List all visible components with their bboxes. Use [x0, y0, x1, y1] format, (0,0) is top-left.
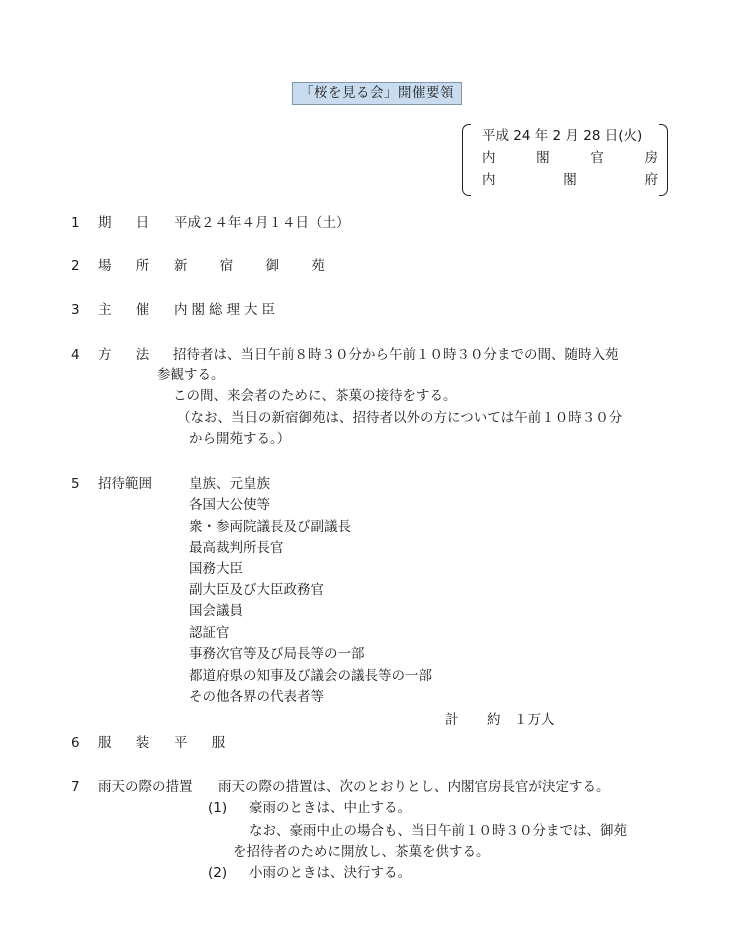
invitee-item: 各国大公使等 — [189, 497, 270, 513]
right-bracket — [659, 124, 668, 196]
invitee-item: 認証官 — [189, 625, 230, 641]
invitee-item: 国務大臣 — [189, 561, 243, 577]
total-value: 約 １万人 — [487, 712, 555, 728]
issuer-char: 府 — [644, 172, 658, 188]
subitem-1-number: (1) — [208, 800, 228, 816]
document-title: 「桜を見る会」開催要領 — [292, 82, 462, 105]
section-2-number: 2 — [71, 258, 80, 274]
section-3-value: 内閣総理大臣 — [174, 302, 279, 318]
section-7-label: 雨天の際の措置 — [98, 779, 193, 795]
section-3-label: 主 催 — [98, 302, 160, 318]
section-5-label: 招待範囲 — [98, 476, 152, 492]
issuer-char: 官 — [590, 150, 604, 166]
section-7-line-1: 雨天の際の措置は、次のとおりとし、内閣官房長官が決定する。 — [218, 779, 610, 795]
section-4-line-2: 参観する。 — [157, 367, 225, 383]
section-6-number: 6 — [71, 735, 80, 751]
issuer-block — [462, 124, 668, 194]
section-5-number: 5 — [71, 476, 80, 492]
invitee-item: その他各界の代表者等 — [189, 689, 324, 705]
section-1-number: 1 — [71, 215, 80, 231]
invitee-item: 都道府県の知事及び議会の議長等の一部 — [189, 668, 432, 684]
section-7-number: 7 — [71, 779, 80, 795]
issuer-cabinet-secretariat — [482, 148, 658, 168]
section-6-value: 平 服 — [174, 735, 236, 751]
invitee-item: 副大臣及び大臣政務官 — [189, 582, 324, 598]
section-4-line-5: から開苑する。） — [189, 431, 291, 447]
section-4-label: 方 法 — [98, 347, 160, 363]
issuer-cabinet-office — [482, 170, 658, 190]
section-1-label: 期 日 — [98, 215, 160, 231]
total-label: 計 — [445, 712, 459, 728]
subitem-1-note-1: なお、豪雨中止の場合も、当日午前１０時３０分までは、御苑 — [249, 823, 627, 839]
issuer-char: 房 — [644, 150, 658, 166]
issuer-char: 閣 — [536, 150, 550, 166]
section-1-value: 平成２４年４月１４日（土） — [174, 215, 350, 231]
left-bracket — [462, 124, 471, 196]
issuer-char: 内 — [482, 172, 496, 188]
section-2-label: 場 所 — [98, 258, 160, 274]
issuer-char: 内 — [482, 150, 496, 166]
issuer-char: 閣 — [563, 172, 577, 188]
subitem-2-text: 小雨のときは、決行する。 — [249, 865, 411, 881]
issue-date: 平成 24 年 2 月 28 日(火) — [482, 128, 643, 144]
section-4-line-3: この間、来会者のために、茶菓の接待をする。 — [173, 388, 457, 404]
invitee-item: 皇族、元皇族 — [189, 476, 270, 492]
subitem-2-number: (2) — [208, 865, 228, 881]
invitee-item: 国会議員 — [189, 603, 243, 619]
section-4-line-1: 招待者は、当日午前８時３０分から午前１０時３０分までの間、随時入苑 — [173, 347, 619, 363]
invitee-item: 衆・参両院議長及び副議長 — [189, 519, 351, 535]
subitem-1-note-2: を招待者のために開放し、茶菓を供する。 — [233, 844, 490, 860]
section-6-label: 服 装 — [98, 735, 160, 751]
invitee-item: 最高裁判所長官 — [189, 540, 284, 556]
section-4-line-4: （なお、当日の新宿御苑は、招待者以外の方については午前１０時３０分 — [177, 410, 623, 426]
invitee-item: 事務次官等及び局長等の一部 — [189, 646, 365, 662]
section-4-number: 4 — [71, 347, 80, 363]
section-2-value: 新 宿 御 苑 — [174, 258, 339, 274]
subitem-1-text: 豪雨のときは、中止する。 — [249, 800, 411, 816]
section-3-number: 3 — [71, 302, 80, 318]
